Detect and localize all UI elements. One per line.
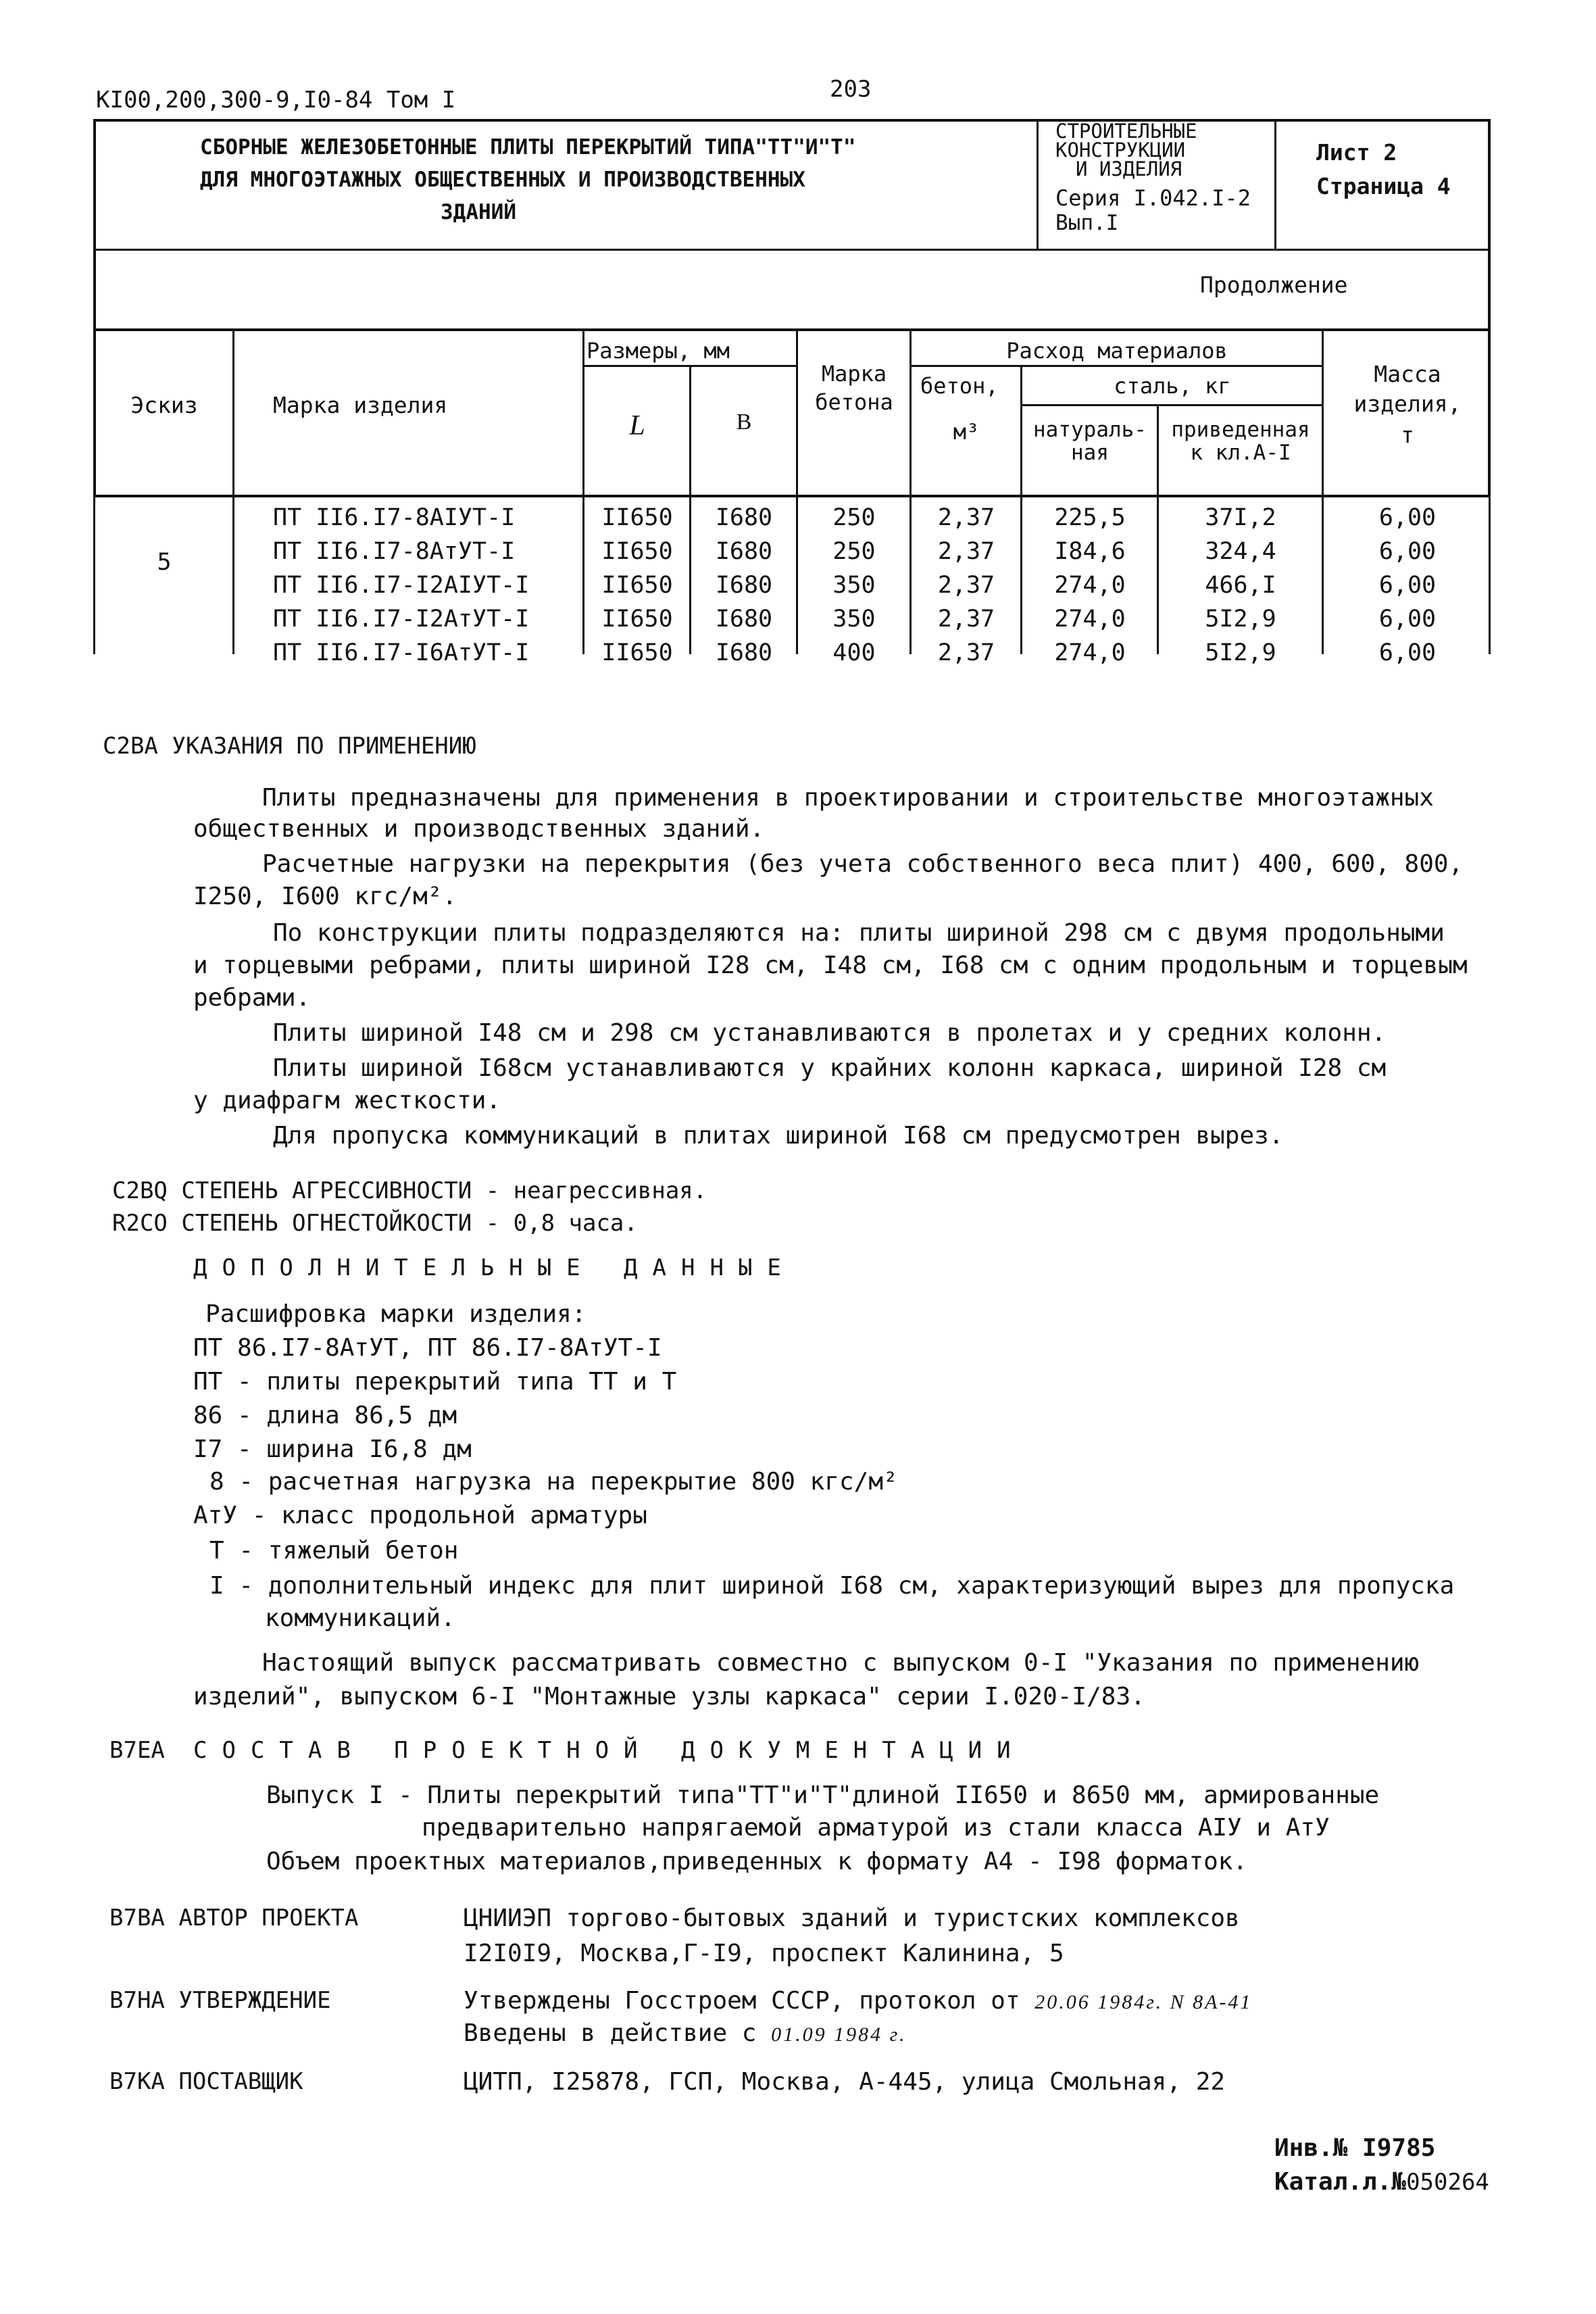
usage-line: Расчетные нагрузки на перекрытия (без учета собственного веса плит) 400, 600, 800, [262, 850, 1464, 878]
cell-concrete-volume: 2,37 [937, 504, 995, 531]
aggressiveness [112, 1177, 707, 1204]
usage-heading [103, 733, 476, 760]
title-block-divider [93, 249, 1491, 251]
usage-line: Для пропуска коммуникаций в плитах шириной I68 см предусмотрен вырез. [273, 1122, 1284, 1150]
fire-resistance-text: СТЕПЕНЬ ОГНЕСТОЙКОСТИ - 0,8 часа. [181, 1210, 638, 1237]
header-steel: сталь, кг [1114, 373, 1231, 399]
inventory-number: Инв.№ I9785 [1274, 2134, 1436, 2162]
cell-steel-reduced: 466,I [1205, 572, 1276, 599]
author-label [109, 1904, 358, 1931]
header-size-l: L [629, 410, 645, 441]
approval-handwritten-effective-date: 01.09 1984 г. [771, 2023, 907, 2046]
usage-line: Плиты предназначены для применения в проектировании и строительстве многоэтажных [262, 784, 1434, 812]
table-col-line-3 [689, 365, 691, 654]
header-natural-2: ная [1071, 441, 1109, 465]
table-col-line-6 [1020, 365, 1022, 654]
table-col-line-8 [1322, 328, 1324, 654]
supplier-code: B7KA [109, 2068, 165, 2095]
cell-length: II650 [601, 538, 673, 565]
header-mass-1: Масса [1374, 361, 1441, 387]
composition-code: B7EA [109, 1737, 165, 1764]
additional-line: Т - тяжелый бетон [209, 1537, 459, 1565]
sketch-number: 5 [157, 549, 172, 576]
catalog-number-value: 050264 [1406, 2169, 1489, 2196]
cell-concrete-volume: 2,37 [937, 606, 995, 633]
cell-concrete-volume: 2,37 [937, 572, 995, 599]
header-reduced-2: к кл.А-I [1190, 441, 1291, 465]
cell-mass: 6,00 [1378, 639, 1437, 666]
title-block-divider-1 [1037, 119, 1039, 250]
cell-width: I680 [715, 504, 773, 531]
cell-concrete-grade: 250 [832, 538, 876, 565]
table-col-line-7 [1157, 404, 1159, 654]
cell-width: I680 [715, 538, 773, 565]
cell-width: I680 [715, 572, 773, 599]
title-line-3: ЗДАНИЙ [441, 200, 516, 224]
cell-length: II650 [601, 572, 673, 599]
category-line-2: КОНСТРУКЦИИ [1055, 139, 1186, 162]
usage-line: Плиты шириной I68см устанавливаются у крайних колонн каркаса, шириной I28 см [273, 1054, 1387, 1082]
cell-steel-reduced: 324,4 [1205, 538, 1276, 565]
additional-line: I7 - ширина I6,8 дм [193, 1435, 472, 1463]
additional-line: ПТ - плиты перекрытий типа ТТ и Т [193, 1368, 677, 1396]
header-mass-3: т [1401, 422, 1414, 448]
approval-label [109, 1987, 331, 2014]
cell-concrete-grade: 350 [832, 572, 876, 599]
usage-heading-text: УКАЗАНИЯ ПО ПРИМЕНЕНИЮ [172, 733, 476, 760]
header-materials: Расход материалов [1006, 338, 1228, 364]
header-sketch: Эскиз [130, 392, 198, 418]
approval-line-2 [464, 2019, 906, 2047]
cell-steel-natural: I84,6 [1054, 538, 1126, 565]
cell-length: II650 [601, 639, 673, 666]
cell-concrete-grade: 400 [832, 639, 876, 666]
table-sizes-divider [582, 365, 796, 367]
category-line-1: СТРОИТЕЛЬНЫЕ [1055, 120, 1197, 143]
additional-line: изделий", выпуском 6-I "Монтажные узлы каркаса" серии I.020-I/83. [193, 1683, 1145, 1710]
approval-code: B7HA [109, 1987, 165, 2014]
cell-length: II650 [601, 606, 673, 633]
cell-mark: ПТ II6.I7-8АIУТ-I [273, 504, 516, 531]
additional-heading: ДОПОЛНИТЕЛЬНЫЕ ДАННЫЕ [193, 1254, 796, 1281]
catalog-label: Катал.л.№ [1274, 2168, 1407, 2196]
approval-line-1 [464, 1987, 1252, 2015]
header-size-b: B [736, 410, 752, 435]
composition-line: Выпуск I - Плиты перекрытий типа"ТТ"и"Т"длиной II650 и 8650 мм, армированные [266, 1781, 1380, 1809]
additional-line: 8 - расчетная нагрузка на перекрытие 800 кгс/м² [209, 1468, 898, 1496]
cell-steel-natural: 274,0 [1054, 572, 1126, 599]
supplier-label [109, 2068, 303, 2095]
cell-mass: 6,00 [1378, 606, 1437, 633]
cell-mark: ПТ II6.I7-I6АтУТ-I [273, 639, 530, 666]
header-grade-1: Марка [821, 361, 887, 387]
cell-steel-natural: 274,0 [1054, 606, 1126, 633]
usage-line: у диафрагм жесткости. [193, 1087, 501, 1114]
supplier-label-text: ПОСТАВЩИК [178, 2068, 303, 2095]
composition-heading: СОСТАВ ПРОЕКТНОЙ ДОКУМЕНТАЦИИ [193, 1737, 1026, 1764]
table-col-line-2 [582, 328, 584, 654]
cell-mark: ПТ II6.I7-I2АIУТ-I [273, 572, 530, 599]
sheet-number: Лист 2 [1316, 139, 1397, 166]
author-line-2: I2I0I9, Москва,Г-I9, проспект Калинина, 5 [464, 1940, 1064, 1967]
additional-line: коммуникаций. [265, 1604, 455, 1632]
page-label: Страница 4 [1316, 173, 1451, 199]
fire-resistance-code: R2CO [112, 1210, 168, 1237]
category-line-3: И ИЗДЕЛИЯ [1076, 157, 1182, 180]
table-steel-divider [1020, 404, 1322, 406]
approval-line-1-text: Утверждены Госстроем СССР, протокол от [464, 1987, 1020, 2015]
title-block-divider-2 [1274, 119, 1276, 250]
cell-width: I680 [715, 606, 773, 633]
title-line-1: СБОРНЫЕ ЖЕЛЕЗОБЕТОННЫЕ ПЛИТЫ ПЕРЕКРЫТИЙ ТИПА"ТТ"И"Т" [200, 135, 856, 159]
cell-mark: ПТ II6.I7-8АтУТ-I [273, 538, 516, 565]
usage-line: По конструкции плиты подразделяются на: плиты шириной 298 см с двумя продольными [273, 919, 1445, 947]
cell-mass: 6,00 [1378, 572, 1437, 599]
cell-concrete-grade: 250 [832, 504, 876, 531]
header-reduced-1: приведенная [1171, 418, 1310, 442]
header-concrete-1: бетон, [920, 373, 999, 399]
cell-steel-natural: 274,0 [1054, 639, 1126, 666]
cell-steel-reduced: 5I2,9 [1205, 639, 1276, 666]
usage-line: общественных и производственных зданий. [193, 815, 765, 843]
continuation-label: Продолжение [1200, 272, 1348, 298]
header-grade-2: бетона [815, 389, 893, 415]
author-code: B7BA [109, 1904, 165, 1931]
category-line-4: Серия I.042.I-2 [1055, 185, 1251, 211]
usage-line: Плиты шириной I48 см и 298 см устанавливаются в пролетах и у средних колонн. [273, 1019, 1387, 1047]
usage-line: ребрами. [193, 984, 311, 1012]
additional-line: 86 - длина 86,5 дм [193, 1402, 457, 1429]
cell-mass: 6,00 [1378, 538, 1437, 565]
cell-width: I680 [715, 639, 773, 666]
additional-line: АтУ - класс продольной арматуры [193, 1502, 647, 1529]
header-mark: Марка изделия [273, 392, 448, 418]
cell-steel-reduced: 37I,2 [1205, 504, 1276, 531]
approval-label-text: УТВЕРЖДЕНИЕ [178, 1987, 331, 2014]
fire-resistance [112, 1210, 638, 1237]
supplier-text: ЦИТП, I25878, ГСП, Москва, А-445, улица Смольная, 22 [464, 2068, 1226, 2096]
usage-line: I250, I600 кгс/м². [193, 883, 457, 910]
cell-length: II650 [601, 504, 673, 531]
cell-concrete-volume: 2,37 [937, 639, 995, 666]
table-col-line-4 [796, 328, 798, 654]
table-materials-divider [909, 365, 1322, 367]
cell-concrete-volume: 2,37 [937, 538, 995, 565]
additional-line: Настоящий выпуск рассматривать совместно с выпуском 0-I "Указания по применению [262, 1649, 1420, 1677]
category-line-5: Вып.I [1055, 211, 1119, 235]
author-label-text: АВТОР ПРОЕКТА [178, 1904, 359, 1931]
cell-mark: ПТ II6.I7-I2АтУТ-I [273, 606, 530, 633]
approval-handwritten-date: 20.06 1984г. N 8А-41 [1034, 1991, 1253, 2013]
cell-concrete-grade: 350 [832, 606, 876, 633]
aggressiveness-code: C2BQ [112, 1177, 168, 1204]
page-number: 203 [830, 76, 872, 103]
cell-mass: 6,00 [1378, 504, 1437, 531]
catalog-number [1274, 2168, 1489, 2196]
table-left-border [93, 497, 95, 654]
usage-code: C2BA [103, 733, 158, 760]
usage-line: и торцевыми ребрами, плиты шириной I28 см, I48 см, I68 см с одним продольным и торцевым [193, 952, 1468, 979]
composition-line: Объем проектных материалов,приведенных к формату А4 - I98 форматок. [266, 1848, 1248, 1875]
table-col-line-5 [909, 328, 912, 654]
header-concrete-2: м³ [953, 419, 980, 445]
header-mass-2: изделия, [1353, 391, 1462, 417]
document-reference: КI00,200,300-9,I0-84 Том I [96, 87, 456, 114]
header-sizes: Размеры, мм [587, 338, 730, 364]
title-line-2: ДЛЯ МНОГОЭТАЖНЫХ ОБЩЕСТВЕННЫХ И ПРОИЗВОДСТВЕННЫХ [200, 168, 805, 192]
author-line-1: ЦНИИЭП торгово-бытовых зданий и туристских комплексов [464, 1904, 1240, 1932]
cell-steel-reduced: 5I2,9 [1205, 606, 1276, 633]
additional-line: ПТ 86.I7-8АтУТ, ПТ 86.I7-8АтУТ-I [193, 1334, 662, 1362]
table-col-line-1 [232, 328, 234, 654]
header-natural-1: натураль- [1033, 418, 1147, 442]
additional-line: Расшифровка марки изделия: [205, 1300, 587, 1328]
composition-line: предварительно напрягаемой арматурой из стали класса АIУ и АтУ [422, 1814, 1330, 1842]
additional-line: I - дополнительный индекс для плит шириной I68 см, характеризующий вырез для пропуска [209, 1572, 1455, 1600]
cell-steel-natural: 225,5 [1054, 504, 1126, 531]
approval-line-2-text: Введены в действие с [464, 2019, 757, 2047]
aggressiveness-text: СТЕПЕНЬ АГРЕССИВНОСТИ - неагрессивная. [181, 1177, 707, 1204]
